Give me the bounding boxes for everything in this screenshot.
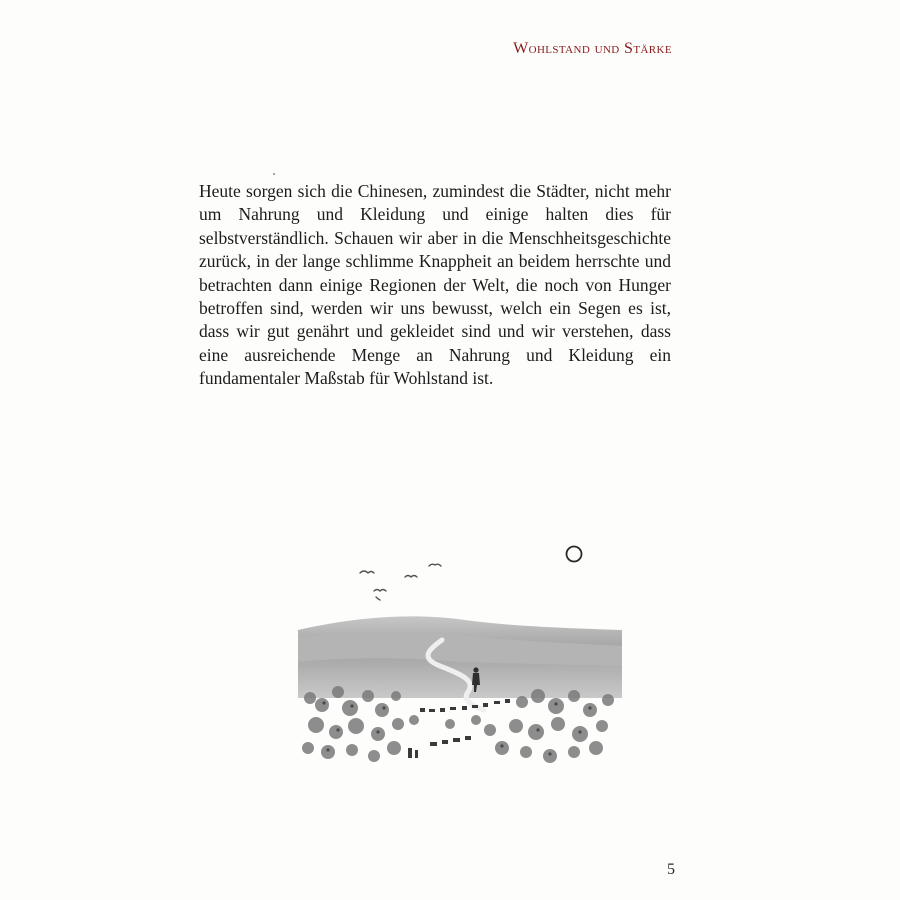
page-number: 5 [667,861,675,878]
body-paragraph: Heute sorgen sich die Chinesen, zumindest die Städter, nicht mehr um Nahrung und Kleidung und einige halten dies für selbstverständlich. Schauen wir aber in die Menschheitsgeschichte zurück, in der lange schlimme Knappheit an beidem herrschte und betrachten dann einige Regionen der Welt, die noch von Hunger betroffen sind, werden wir uns bewusst, welch ein Segen es ist, dass wir gut genährt und gekleidet sind und wir verstehen, dass eine ausreichende Menge an Nahrung und Kleidung ein fundamentaler Maßstab für Wohlstand ist. [199,181,671,389]
running-head: Wohlstand und Stärke [513,40,672,57]
sun-circle-icon [567,547,582,562]
birds-icon [360,564,441,600]
hills-icon [298,616,622,698]
ink-wash-landscape-illustration [290,520,630,770]
print-speck [273,173,275,175]
